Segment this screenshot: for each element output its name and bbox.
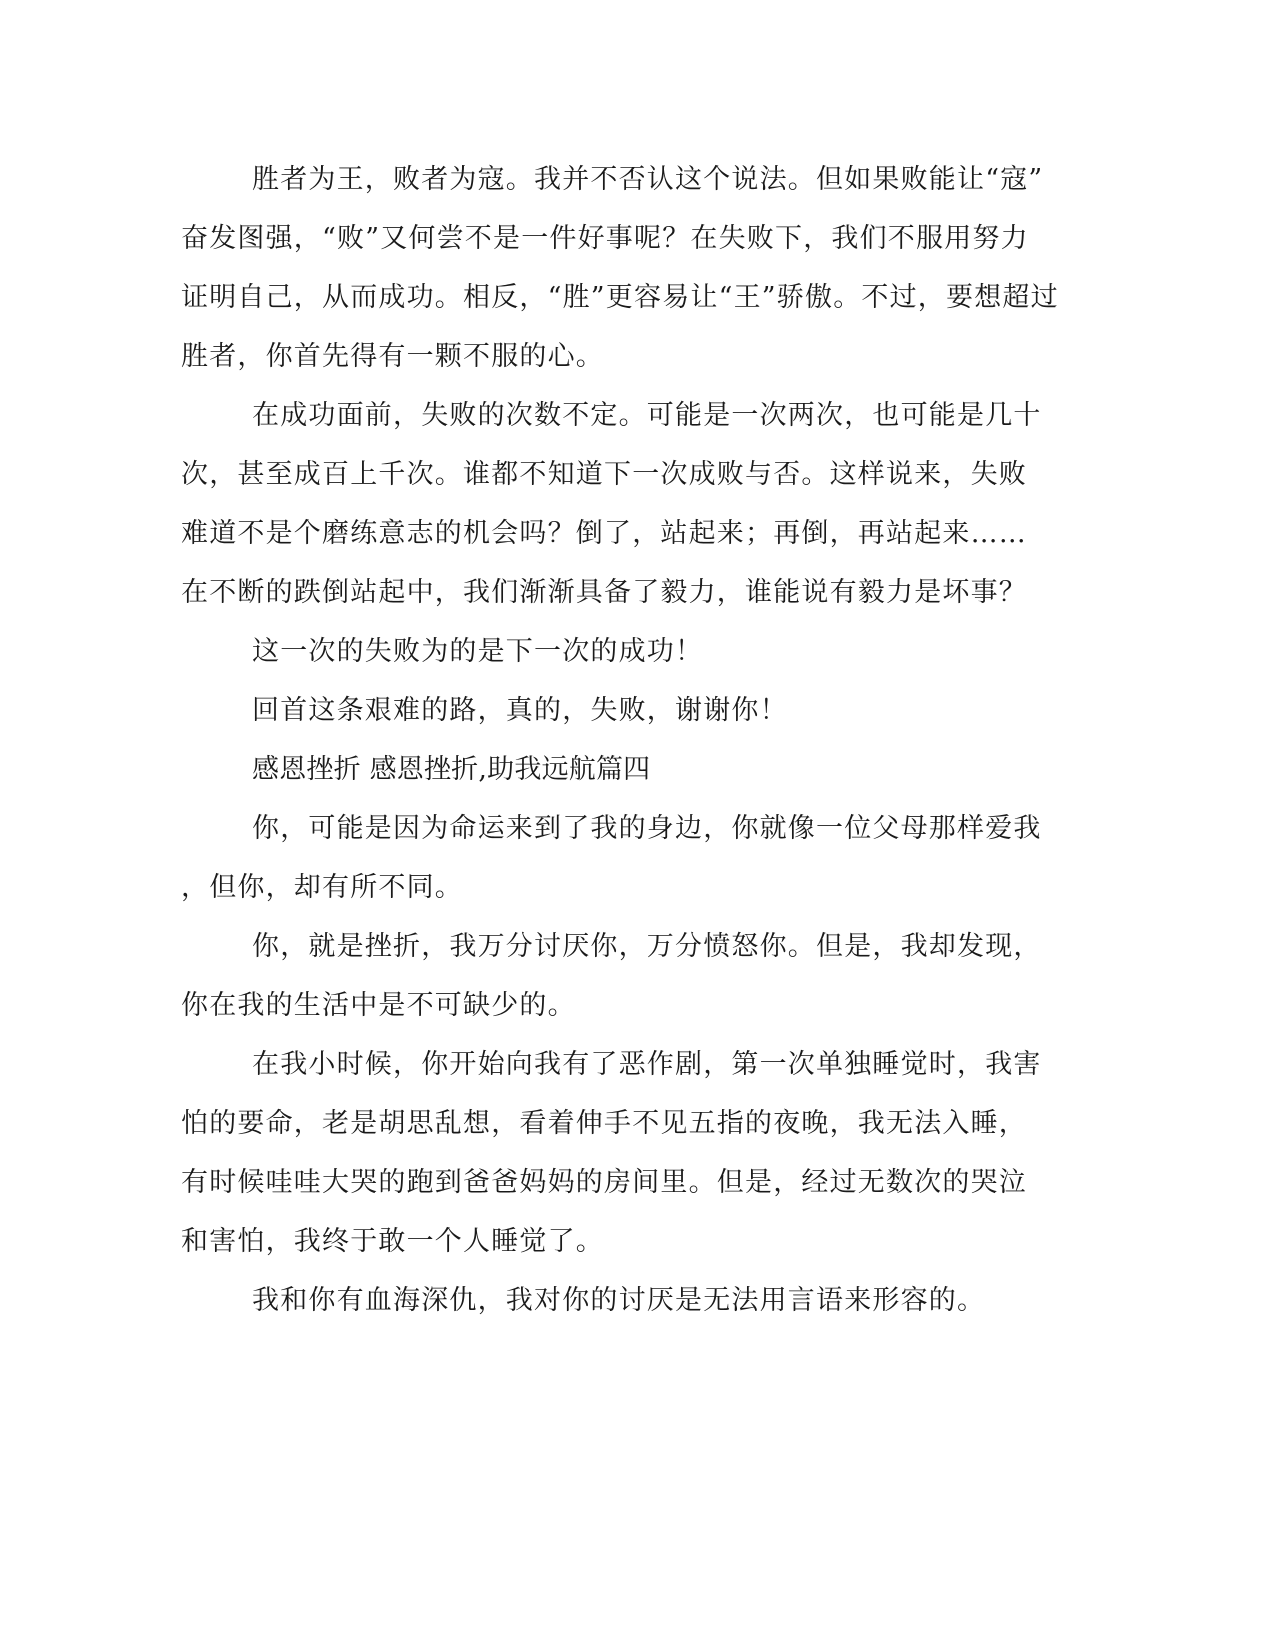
text-line: 在我小时候，你开始向我有了恶作剧，第一次单独睡觉时，我害 (252, 1049, 1042, 1080)
text-line: 我和你有血海深仇，我对你的讨厌是无法用言语来形容的。 (252, 1285, 986, 1316)
text-line: 怕的要命，老是胡思乱想，看着伸手不见五指的夜晚，我无法入睡， (181, 1108, 1027, 1139)
text-line: 这一次的失败为的是下一次的成功！ (252, 636, 704, 667)
text-line: 奋发图强，“败”又何尝不是一件好事呢？在失败下，我们不服用努力 (181, 223, 1029, 254)
text-line: 次，甚至成百上千次。谁都不知道下一次成败与否。这样说来，失败 (181, 459, 1027, 490)
text-line: 在成功面前，失败的次数不定。可能是一次两次，也可能是几十 (252, 400, 1042, 431)
text-line: 你在我的生活中是不可缺少的。 (181, 990, 576, 1021)
text-line: 胜者为王，败者为寇。我并不否认这个说法。但如果败能让“寇” (252, 164, 1044, 195)
text-line: 你，可能是因为命运来到了我的身边，你就像一位父母那样爱我 (252, 813, 1042, 844)
text-line: ，但你，却有所不同。 (181, 872, 463, 903)
text-line: 在不断的跌倒站起中，我们渐渐具备了毅力，谁能说有毅力是坏事？ (181, 577, 1027, 608)
text-line: 和害怕，我终于敢一个人睡觉了。 (181, 1226, 604, 1257)
text-line: 你，就是挫折，我万分讨厌你，万分愤怒你。但是，我却发现， (252, 931, 1042, 962)
section-heading: 感恩挫折 感恩挫折,助我远航篇四 (252, 754, 651, 785)
text-line: 难道不是个磨练意志的机会吗？倒了，站起来；再倒，再站起来…… (181, 518, 1027, 549)
text-line: 有时候哇哇大哭的跑到爸爸妈妈的房间里。但是，经过无数次的哭泣 (181, 1167, 1027, 1198)
text-line: 回首这条艰难的路，真的，失败，谢谢你！ (252, 695, 788, 726)
text-line: 胜者，你首先得有一颗不服的心。 (181, 341, 604, 372)
text-line: 证明自己，从而成功。相反，“胜”更容易让“王”骄傲。不过，要想超过 (181, 282, 1059, 313)
